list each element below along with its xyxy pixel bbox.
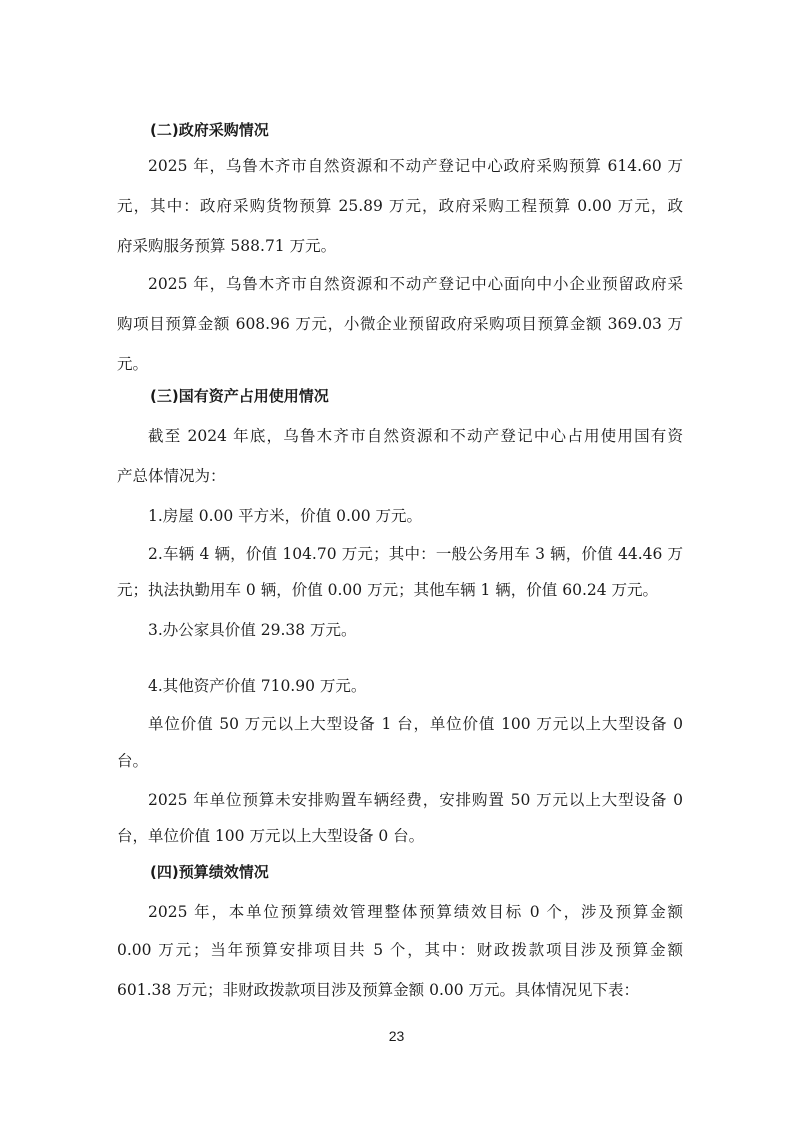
asset-item-housing: 1.房屋 0.00 平方米，价值 0.00 万元。 [148, 507, 423, 525]
asset-item-furniture: 3.办公家具价值 29.38 万元。 [148, 621, 357, 639]
paragraph-line: 元。 [117, 355, 149, 373]
paragraph-line: 0.00 万元；当年预算安排项目共 5 个，其中：财政拨款项目涉及预算金额 [117, 941, 683, 959]
paragraph-line: 2025 年单位预算未安排购置车辆经费，安排购置 50 万元以上大型设备 0 [148, 791, 683, 809]
paragraph-line: 府采购服务预算 588.71 万元。 [117, 237, 337, 255]
asset-item-other: 4.其他资产价值 710.90 万元。 [148, 677, 367, 695]
paragraph-line: 购项目预算金额 608.96 万元，小微企业预留政府采购项目预算金额 369.03 万 [117, 315, 683, 333]
section-heading-assets: (三)国有资产占用使用情况 [150, 387, 329, 405]
paragraph-line: 台，单位价值 100 万元以上大型设备 0 台。 [117, 827, 425, 845]
paragraph-line: 截至 2024 年底，乌鲁木齐市自然资源和不动产登记中心占用使用国有资 [148, 427, 683, 445]
asset-item-vehicles: 2.车辆 4 辆，价值 104.70 万元；其中：一般公务用车 3 辆，价值 44.46 万 [148, 545, 683, 563]
paragraph-line: 台。 [117, 752, 149, 770]
paragraph-line: 元，其中：政府采购货物预算 25.89 万元，政府采购工程预算 0.00 万元，政 [117, 197, 683, 215]
paragraph-line: 产总体情况为： [117, 467, 226, 485]
paragraph-line: 2025 年，乌鲁木齐市自然资源和不动产登记中心面向中小企业预留政府采 [148, 275, 683, 293]
page-number: 23 [388, 1028, 405, 1044]
paragraph-line: 601.38 万元；非财政拨款项目涉及预算金额 0.00 万元。具体情况见下表： [117, 981, 640, 999]
section-heading-procurement: (二)政府采购情况 [150, 121, 269, 139]
paragraph-line: 元；执法执勤用车 0 辆，价值 0.00 万元；其他车辆 1 辆，价值 60.24 万元。 [117, 581, 659, 599]
paragraph-line: 单位价值 50 万元以上大型设备 1 台，单位价值 100 万元以上大型设备 0 [148, 715, 683, 733]
paragraph-line: 2025 年，乌鲁木齐市自然资源和不动产登记中心政府采购预算 614.60 万 [148, 157, 683, 175]
paragraph-line: 2025 年，本单位预算绩效管理整体预算绩效目标 0 个，涉及预算金额 [148, 903, 683, 921]
section-heading-performance: (四)预算绩效情况 [150, 863, 269, 881]
